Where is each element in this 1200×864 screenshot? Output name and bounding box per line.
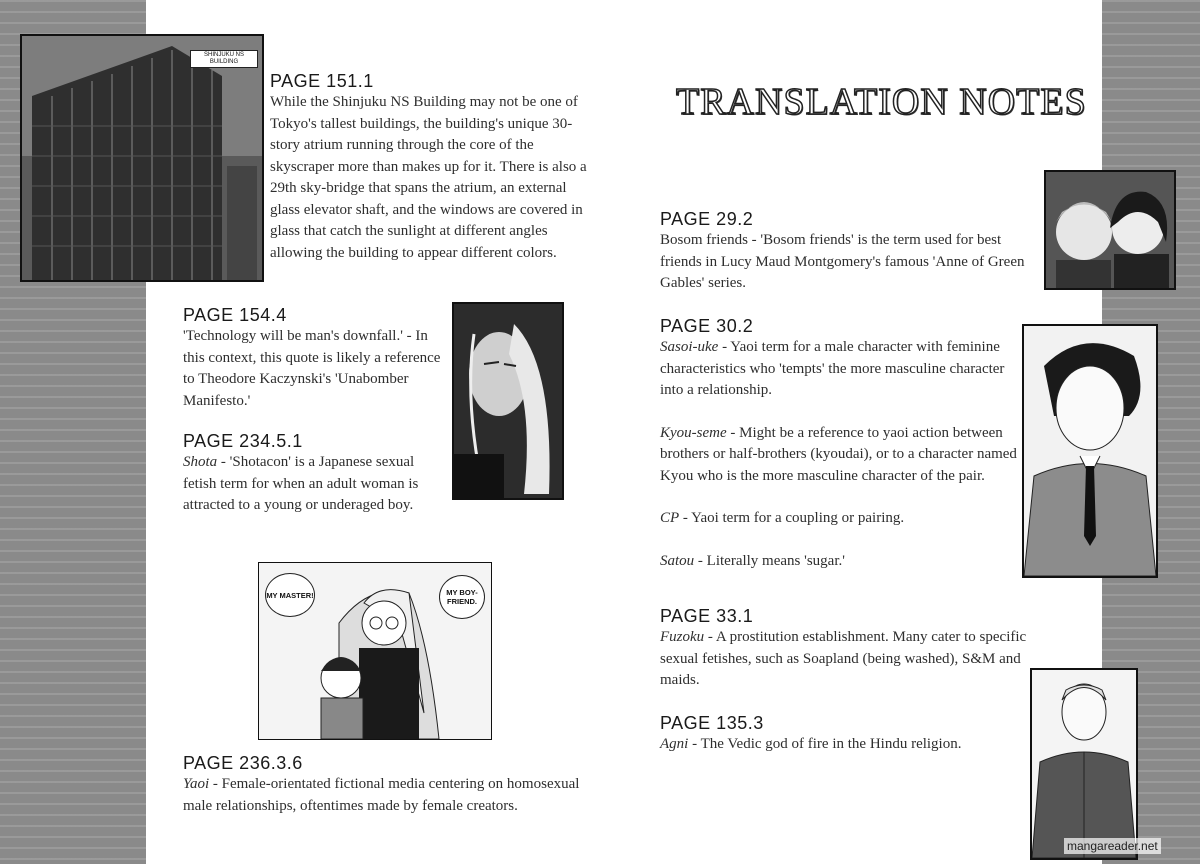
note-text: Bosom friends - 'Bosom friends' is the term used for best friends in Lucy Maud Montgomery's famous 'Anne of Green Gables' series. [660, 232, 1025, 291]
blond-man-drawing [1032, 670, 1136, 858]
note-term: Fuzoku [660, 629, 705, 645]
note-text: Fuzoku - A prostitution establishment. Many cater to specific sexual fetishes, such as Soapland (being washed), S&M and maids. [660, 629, 1027, 688]
note-term: Yaoi [183, 776, 210, 792]
villain-drawing [454, 304, 562, 498]
girls-illustration [1044, 170, 1176, 290]
note-heading: PAGE 154.4 [183, 305, 287, 325]
note-text: Satou - Literally means 'sugar.' [660, 552, 845, 569]
note-text: Kyou-seme - Might be a reference to yaoi action between brothers or half-brothers (kyoudai), or to a character named Kyou who is the more masculine character of the pair. [660, 424, 1017, 484]
note-page-33-1 [660, 605, 1040, 692]
suit-boy-illustration [1022, 324, 1158, 578]
note-heading: PAGE 234.5.1 [183, 431, 303, 451]
note-text: Sasoi-uke - Yaoi term for a male character with feminine characteristics who 'tempts' the more masculine character into a relationship. [660, 339, 1005, 398]
note-text: Agni - The Vedic god of fire in the Hindu religion. [660, 736, 962, 752]
note-text: 'Technology will be man's downfall.' - In this context, this quote is likely a reference to Theodore Kaczynski's 'Unabomber Manifesto.' [183, 328, 441, 409]
note-heading: PAGE 29.2 [660, 209, 754, 229]
note-heading: PAGE 236.3.6 [183, 753, 303, 773]
note-page-29-2 [660, 208, 1030, 295]
suit-boy-drawing [1024, 326, 1156, 576]
building-drawing [22, 36, 262, 280]
note-heading: PAGE 30.2 [660, 316, 754, 336]
note-text: Shota - 'Shotacon' is a Japanese sexual fetish term for when an adult woman is attracted to a young or underaged boy. [183, 454, 419, 513]
note-page-30-2 [660, 315, 1020, 572]
girls-drawing [1046, 172, 1174, 288]
building-illustration [20, 34, 264, 282]
note-text: While the Shinjuku NS Building may not be one of Tokyo's tallest buildings, the building's unique 30-story atrium running through the core of the skyscraper more than makes up for it. There is also a 29th sky-bridge that spans the atrium, an external glass elevator shaft, and the windows are covered in glass that catch the sunlight at different angles allowing the building to appear different colors. [270, 94, 587, 261]
note-term: Shota [183, 454, 218, 470]
couple-illustration [258, 562, 492, 740]
note-term: CP [660, 510, 680, 526]
note-page-135-3 [660, 712, 1020, 756]
site-watermark: mangareader.net [1064, 838, 1161, 854]
blond-man-illustration [1030, 668, 1138, 860]
note-heading: PAGE 135.3 [660, 713, 764, 733]
note-page-236-3-6 [183, 752, 583, 817]
note-text: Yaoi - Female-orientated fictional media centering on homosexual male relationships, oftentimes made by female creators. [183, 776, 580, 814]
note-page-151-1 [270, 70, 600, 264]
note-text: CP - Yaoi term for a coupling or pairing. [660, 510, 905, 526]
speech-bubble-right: MY BOY-FRIEND. [439, 575, 485, 619]
villain-illustration [452, 302, 564, 500]
note-heading: PAGE 33.1 [660, 606, 754, 626]
note-term: Sasoi-uke [660, 339, 719, 355]
note-term: Kyou-seme [660, 424, 727, 441]
note-term: Agni [660, 736, 689, 752]
building-caption: SHINJUKU NS BUILDING [190, 50, 258, 68]
page-title: TRANSLATION NOTES [676, 81, 1087, 123]
note-page-154-4 [183, 304, 443, 412]
note-term: Satou [660, 552, 695, 569]
note-heading: PAGE 151.1 [270, 71, 374, 91]
speech-bubble-left: MY MASTER! [265, 573, 315, 617]
note-page-234-5-1 [183, 430, 443, 517]
